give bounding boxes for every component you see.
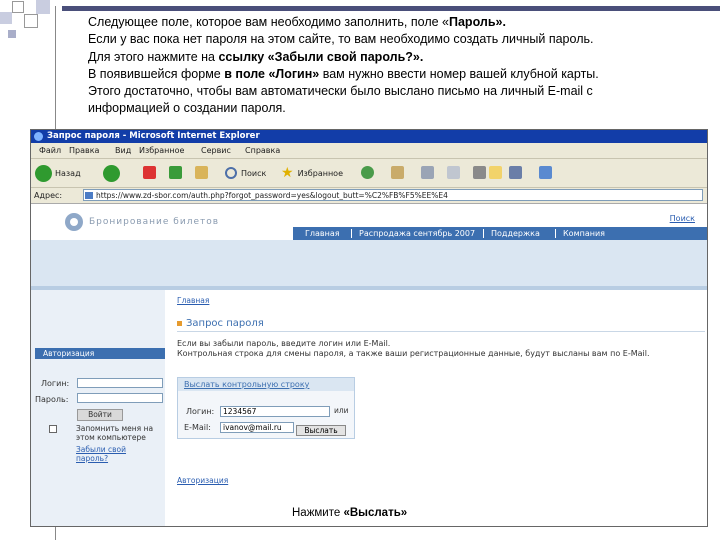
- menu-favorites[interactable]: Избранное: [139, 146, 185, 155]
- edit-icon[interactable]: [447, 166, 460, 179]
- bullet-icon: [177, 321, 182, 326]
- sidebar-password-label: Пароль:: [35, 395, 69, 404]
- address-input[interactable]: https://www.zd-sbor.com/auth.php?forgot_password=yes&logout_butt=%C2%FB%F5%EE%E4: [83, 189, 703, 201]
- login-label: Логин:: [186, 407, 215, 416]
- ie-icon: [34, 132, 43, 141]
- slide-top-bar: [62, 6, 720, 11]
- messenger-icon[interactable]: [539, 166, 552, 179]
- menu-view[interactable]: Вид: [115, 146, 132, 155]
- refresh-icon[interactable]: [169, 166, 182, 179]
- remember-label: этом компьютере: [76, 433, 146, 442]
- decor-square: [0, 12, 12, 24]
- decor-square: [24, 14, 38, 28]
- site-name: Бронирование билетов: [89, 217, 220, 227]
- instruction-line: Если у вас пока нет пароля на этом сайте, то вам необходимо создать личный пароль.: [88, 32, 594, 47]
- print-icon[interactable]: [421, 166, 434, 179]
- forward-arrow-icon: [103, 165, 120, 182]
- remember-checkbox[interactable]: [49, 425, 57, 433]
- nav-main[interactable]: Главная: [305, 229, 340, 238]
- auth-link[interactable]: Авторизация: [177, 476, 229, 485]
- window-title: Запрос пароля - Microsoft Internet Explorer: [47, 131, 260, 141]
- remember-label: Запомнить меня на: [76, 424, 154, 433]
- sidebar-password-input[interactable]: [77, 393, 163, 403]
- forward-button[interactable]: [103, 163, 120, 183]
- nav-separator: [351, 229, 352, 238]
- form-header: Выслать контрольную строку: [178, 378, 354, 391]
- email-input[interactable]: ivanov@mail.ru: [220, 422, 294, 433]
- instruction-line: информацией о создании пароля.: [88, 101, 286, 116]
- decor-square: [12, 1, 24, 13]
- instruction-line: В появившейся форме в поле «Логин» вам нужно ввести номер вашей клубной карты.: [88, 66, 599, 81]
- home-icon[interactable]: [195, 166, 208, 179]
- site-search-link[interactable]: Поиск: [669, 214, 695, 223]
- menu-bar: [31, 143, 707, 159]
- favorites-button[interactable]: ★ Избранное: [281, 165, 343, 181]
- breadcrumb[interactable]: Главная: [177, 296, 210, 305]
- instruction-line: Для этого нажмите на ссылку «Забыли свой пароль?».: [88, 49, 424, 64]
- media-icon[interactable]: [361, 166, 374, 179]
- decor-square: [8, 30, 16, 38]
- menu-help[interactable]: Справка: [245, 146, 281, 155]
- magnifier-icon: [225, 167, 237, 179]
- address-bar: [31, 188, 707, 204]
- decor-square: [36, 0, 50, 14]
- site-nav: [293, 227, 707, 240]
- menu-tools[interactable]: Сервис: [201, 146, 231, 155]
- sidebar-auth-header: Авторизация: [35, 348, 165, 359]
- browser-window: [30, 129, 708, 527]
- menu-edit[interactable]: Правка: [69, 146, 100, 155]
- web-page: [31, 204, 707, 526]
- nav-company[interactable]: Компания: [563, 229, 605, 238]
- nav-separator: [555, 229, 556, 238]
- instruction-line: Следующее поле, которое вам необходимо заполнить, поле «Пароль».: [88, 15, 506, 29]
- browser-title-bar: [31, 130, 707, 143]
- header-band: [31, 240, 707, 286]
- or-label: или: [334, 406, 349, 415]
- nav-separator: [483, 229, 484, 238]
- page-title: Запрос пароля: [177, 318, 264, 329]
- sidebar-login-input[interactable]: [77, 378, 163, 388]
- mail-icon[interactable]: [391, 166, 404, 179]
- login-input[interactable]: 1234567: [220, 406, 330, 417]
- address-label: Адрес:: [34, 191, 63, 200]
- research-icon[interactable]: [509, 166, 522, 179]
- page-icon: [85, 192, 93, 199]
- star-icon: ★: [281, 165, 294, 181]
- discuss-icon[interactable]: [473, 166, 486, 179]
- slide-footer: Нажмите «Выслать»: [292, 507, 408, 519]
- page-description: Если вы забыли пароль, введите логин или E-Mail. Контрольная строка для смены пароля, а также ваши регистрационные данные, будут высланы вам по E-Mail.: [177, 339, 650, 358]
- sidebar: [31, 290, 165, 526]
- instruction-line: Этого достаточно, чтобы вам автоматически было выслано письмо на личный E-mail с: [88, 84, 593, 99]
- site-logo-icon: [65, 213, 83, 231]
- stop-icon[interactable]: [143, 166, 156, 179]
- instruction-text: [88, 14, 708, 118]
- nav-support[interactable]: Поддержка: [491, 229, 540, 238]
- password-request-form: [177, 377, 355, 439]
- menu-file[interactable]: Файл: [39, 146, 62, 155]
- toolbar: [31, 159, 707, 188]
- email-label: E-Mail:: [184, 423, 211, 432]
- sidebar-login-label: Логин:: [41, 379, 70, 388]
- forgot-password-link[interactable]: Забыли свой: [76, 445, 127, 454]
- nav-sale[interactable]: Распродажа сентябрь 2007: [359, 229, 476, 238]
- back-button[interactable]: Назад: [35, 163, 81, 183]
- sidebar-login-button[interactable]: Войти: [77, 409, 123, 421]
- submit-button[interactable]: Выслать: [296, 425, 346, 436]
- back-arrow-icon: [35, 165, 52, 182]
- forgot-password-link[interactable]: пароль?: [76, 454, 109, 463]
- divider: [177, 331, 705, 332]
- folder-icon[interactable]: [489, 166, 502, 179]
- search-button[interactable]: Поиск: [225, 163, 266, 183]
